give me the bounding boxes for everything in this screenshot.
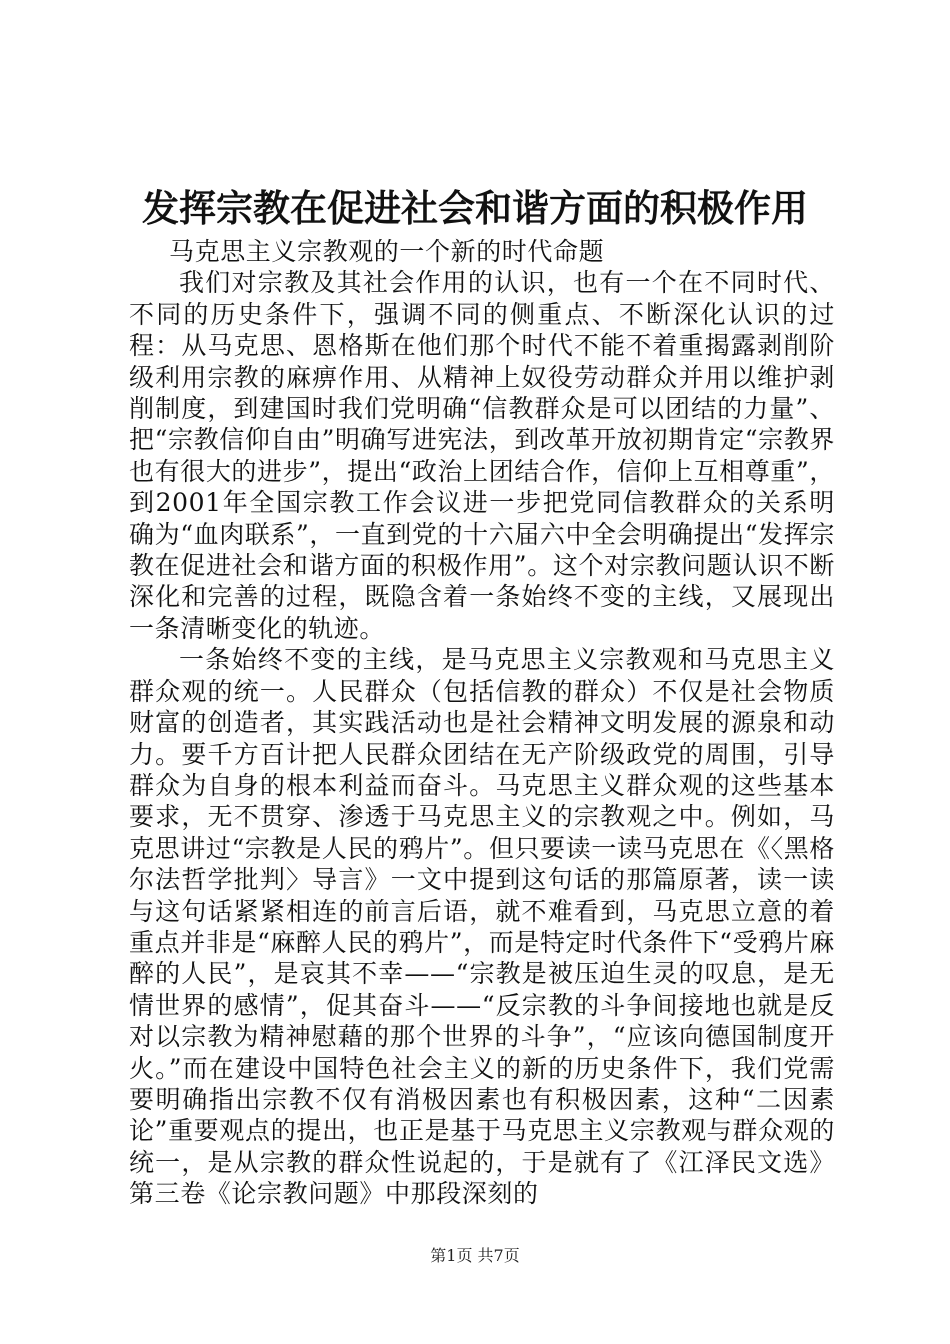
subheading: 马克思主义宗教观的一个新的时代命题 (169, 237, 605, 266)
document-body (129, 236, 835, 1210)
paragraph-1: 我们对宗教及其社会作用的认识，也有一个在不同时代、不同的历史条件下，强调不同的侧重点、不断深化认识的过程：从马克思、恩格斯在他们那个时代不能不着重揭露剥削阶级利用宗教的麻痹作用、从精神上奴役劳动群众并用以维护剥削制度，到建国时我们党明确“信教群众是可以团结的力量”、把“宗教信仰自由”明确写进宪法，到改革开放初期肯定“宗教界也有很大的进步”，提出“政治上团结合作，信仰上互相尊重”，到2001年全国宗教工作会议进一步把党同信教群众的关系明确为“血肉联系”，一直到党的十六届六中全会明确提出“发挥宗教在促进社会和谐方面的积极作用”。这个对宗教问题认识不断深化和完善的过程，既隐含着一条始终不变的主线，又展现出一条清晰变化的轨迹。 (129, 268, 835, 643)
document-title: 发挥宗教在促进社会和谐方面的积极作用 (142, 187, 808, 230)
paragraph-2: 一条始终不变的主线，是马克思主义宗教观和马克思主义群众观的统一。人民群众（包括信教的群众）不仅是社会物质财富的创造者，其实践活动也是社会精神文明发展的源泉和动力。要千方百计把人民群众团结在无产阶级政党的周围，引导群众为自身的根本利益而奋斗。马克思主义群众观的这些基本要求，无不贯穿、渗透于马克思主义的宗教观之中。例如，马克思讲过“宗教是人民的鸦片”。但只要读一读马克思在《〈黑格尔法哲学批判〉导言》一文中提到这句话的那篇原著，读一读与这句话紧紧相连的前言后语，就不难看到，马克思立意的着重点并非是“麻醉人民的鸦片”，而是特定时代条件下“受鸦片麻醉的人民”，是哀其不幸——“宗教是被压迫生灵的叹息，是无情世界的感情”，促其奋斗——“反宗教的斗争间接地也就是反对以宗教为精神慰藉的那个世界的斗争”，“应该向德国制度开火。”而在建设中国特色社会主义的新的历史条件下，我们党需要明确指出宗教不仅有消极因素也有积极因素，这种“二因素论”重要观点的提出，也正是基于马克思主义宗教观与群众观的统一，是从宗教的群众性说起的，于是就有了《江泽民文选》第三卷《论宗教问题》中那段深刻的 (129, 645, 835, 1209)
page-footer: 第1页 共7页 (430, 1246, 520, 1265)
